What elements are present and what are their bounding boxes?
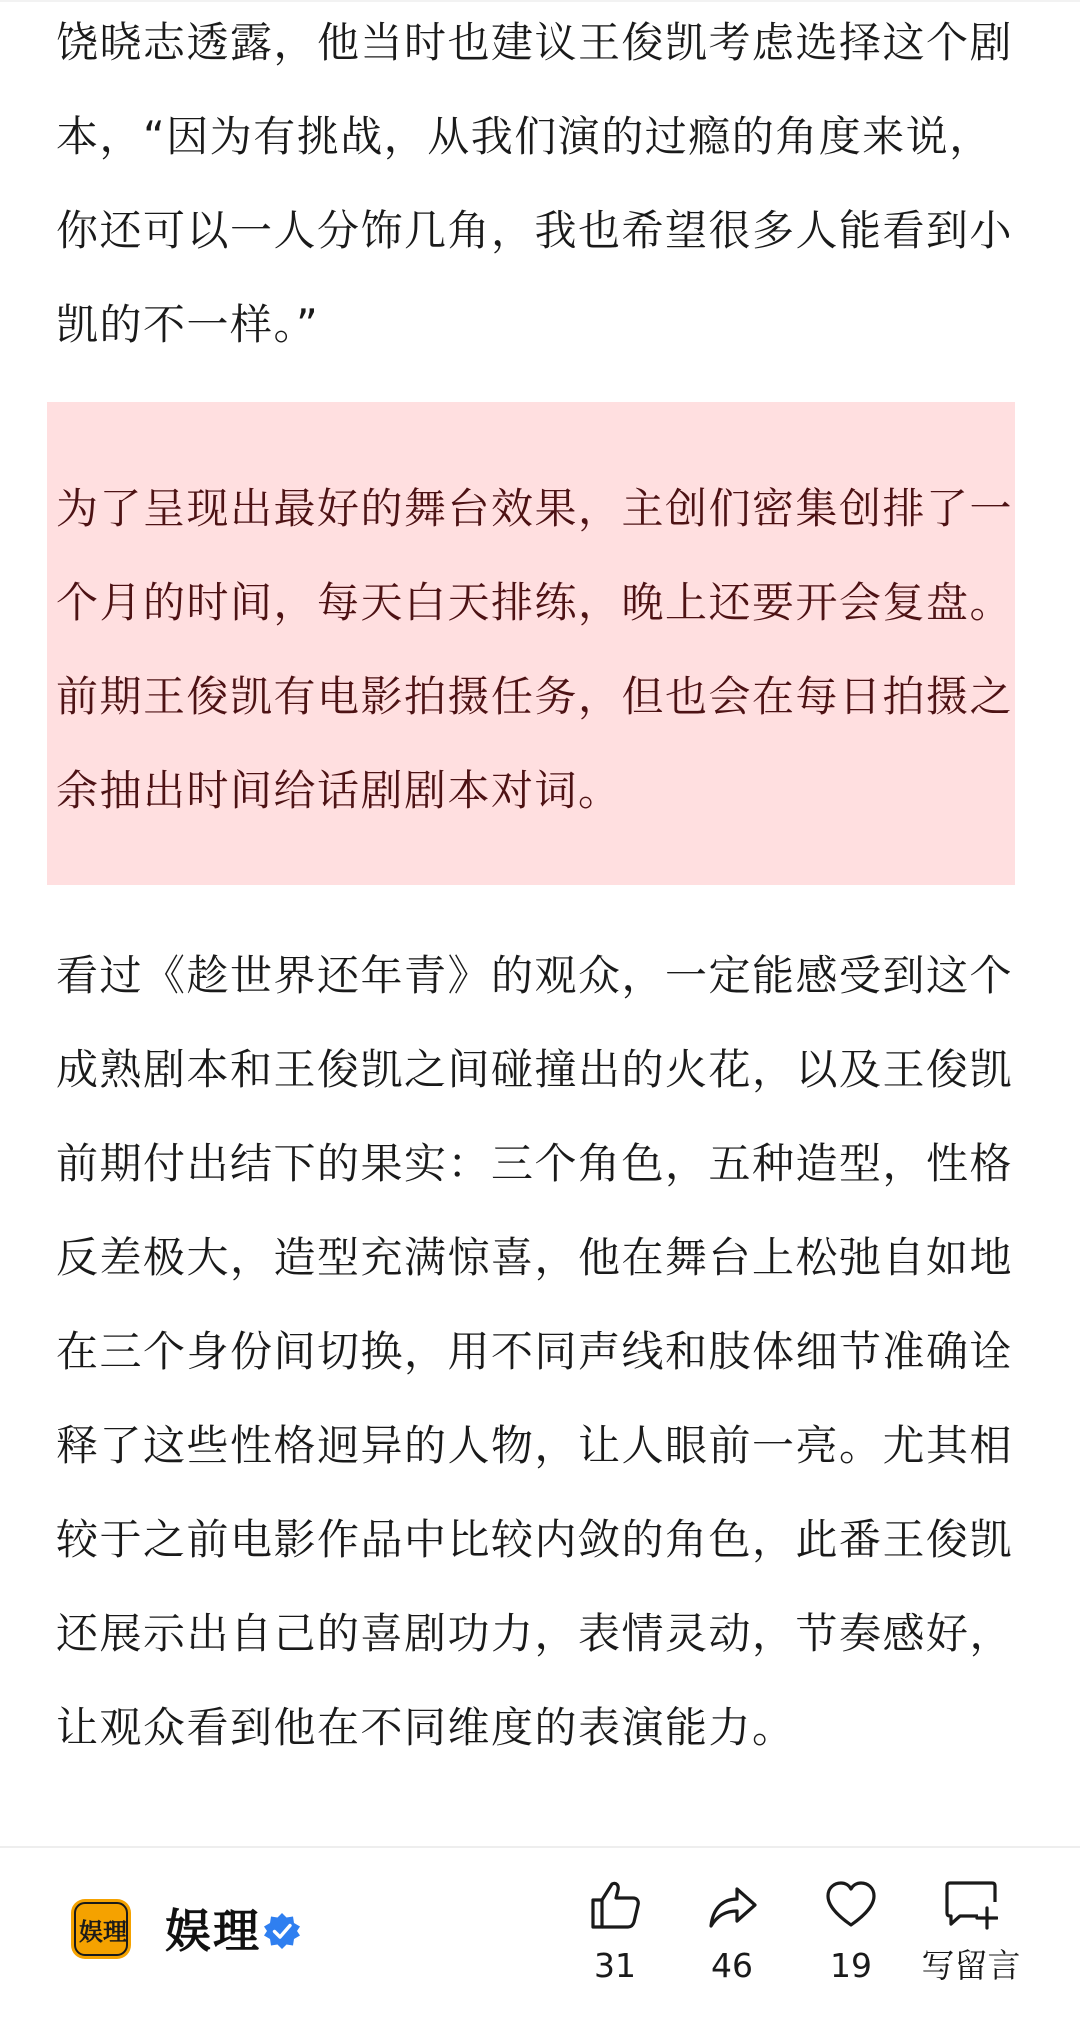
share-button[interactable] [667, 1878, 797, 1986]
verified-badge-icon [263, 1912, 301, 1950]
like-count: 31 [594, 1946, 636, 1985]
favorite-count: 19 [830, 1946, 872, 1985]
share-arrow-icon [705, 1878, 759, 1932]
favorite-button[interactable] [786, 1878, 916, 1986]
article-paragraph: 饶晓志透露，他当时也建议王俊凯考虑选择这个剧本，“因为有挑战，从我们演的过瘾的角度来说，你还可以一人分饰几角，我也希望很多人能看到小凯的不一样。” [56, 18, 1014, 349]
yuli-logo-icon[interactable] [70, 1898, 132, 1960]
logo-text: 娱理 [79, 1918, 127, 1946]
heart-icon [824, 1878, 878, 1932]
write-comment-label: 写留言 [921, 1946, 1021, 1985]
thumbs-up-icon [588, 1878, 642, 1932]
highlighted-paragraph: 为了呈现出最好的舞台效果，主创们密集创排了一个月的时间，每天白天排练，晚上还要开会复盘。前期王俊凯有电影拍摄任务，但也会在每日拍摄之余抽出时间给话剧剧本对词。 [56, 484, 1014, 815]
author-name[interactable]: 娱理 [165, 1904, 261, 1958]
write-comment-button[interactable] [906, 1878, 1036, 1986]
like-button[interactable] [550, 1878, 680, 1986]
article-paragraph: 看过《趁世界还年青》的观众，一定能感受到这个成熟剧本和王俊凯之间碰撞出的火花，以及王俊凯前期付出结下的果实：三个角色，五种造型，性格反差极大，造型充满惊喜，他在舞台上松弛自如地在三个身份间切换，用不同声线和肢体细节准确诠释了这些性格迥异的人物，让人眼前一亮。尤其相较于之前电影作品中比较内敛的角色，此番王俊凯还展示出自己的喜剧功力，表情灵动，节奏感好，让观众看到他在不同维度的表演能力。 [56, 951, 1014, 1752]
share-count: 46 [711, 1946, 753, 1985]
comment-add-icon [944, 1878, 998, 1932]
bottom-action-bar [0, 1846, 1080, 2038]
